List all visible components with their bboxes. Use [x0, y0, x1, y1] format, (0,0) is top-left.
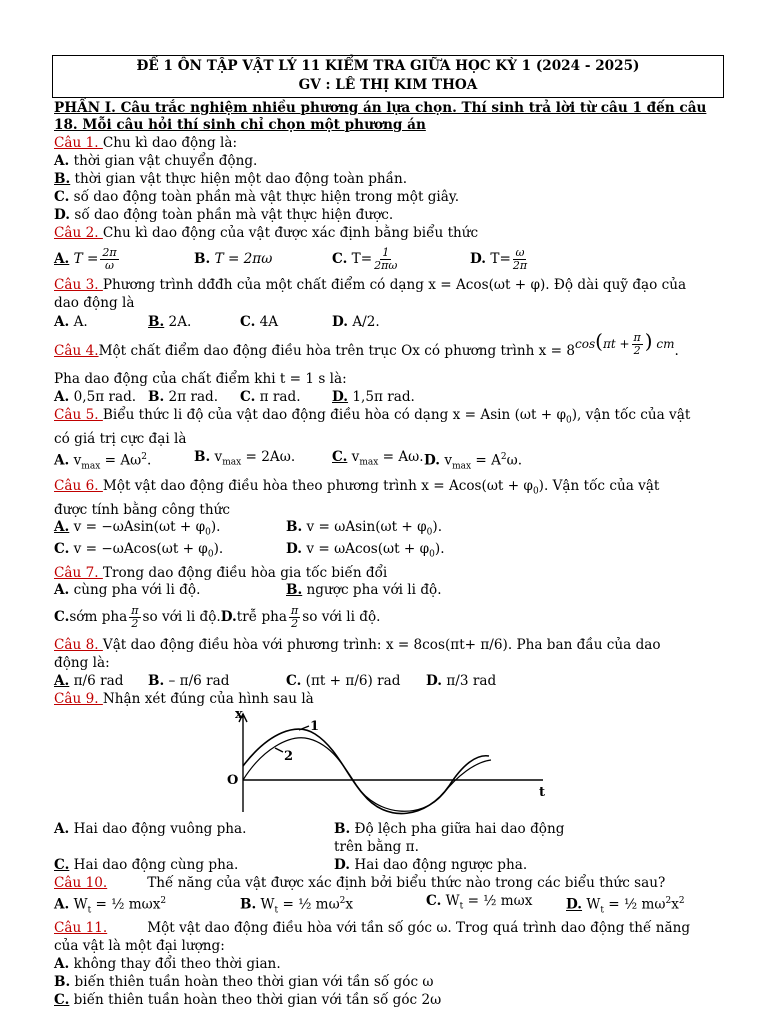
question-8: Câu 8. Vật dao động điều hòa với phương trình: x = 8cos(πt+ π/6). Pha ban đầu của dao động là: A. π/6 rad B. – π/6 rad C. (πt + π/6) rad D. π/3 rad — [54, 637, 661, 690]
exam-header — [52, 55, 724, 98]
curve-1-label: 1 — [310, 719, 320, 735]
x-label: x — [235, 708, 243, 723]
curve-2-label: 2 — [284, 749, 294, 765]
origin-label: O — [227, 773, 239, 789]
part1-heading: PHẦN I. Câu trắc nghiệm nhiều phương án lựa chọn. Thí sinh trả lời từ câu 1 đến câu 18. Mỗi câu hỏi thí sinh chỉ chọn một phương án — [54, 100, 707, 133]
fraction: $\frac{\omega}{2\pi}$ — [512, 245, 528, 272]
oscillation-graph-svg — [227, 708, 607, 820]
question-7: Câu 7. Trong dao động điều hòa gia tốc biến đổi A. cùng pha với li độ. B. ngược pha với li độ. C. sớm pha $\frac{\pi}{2}$ so với li độ. D. trễ pha $\frac{\pi}{2}$ so với li độ. — [54, 565, 442, 630]
question-4: Câu 4. Một chất điểm dao động điều hòa trên trục Ox có phương trình x = 8 cos(πt + $\frac{\pi}{2}$ ) cm . Pha dao động của chất điểm khi t = 1 s là: A. 0,5π rad. B. 2π rad. C. π rad. D. 1,5π rad. — [54, 328, 679, 405]
question-5: Câu 5. Biểu thức li độ của vật dao động điều hòa có dạng x = Asin $(\omega t + \varphi_0)$, vận tốc của vật có giá trị cực đại là A. $v_{max} = A\omega^2$. B. $v_{max} = 2A\omega$. C. $v_{max} = A\omega$. D. $v_{max} = A^2\omega$. — [54, 407, 691, 471]
question-2: Câu 2. Chu kì dao động của vật được xác định bằng biểu thức A. T = $\frac{2\pi}{\omega}$ B. T = 2πω C. T= $\frac{1}{2\pi\omega}$ D. T= $\frac{\omega}{2\pi}$ — [54, 225, 528, 272]
question-6: Câu 6. Một vật dao động điều hòa theo phương trình $x = Acos(\omega t + \varphi_0)$. Vận tốc của vật được tính bằng công thức A. $v = -\omega Asin(\omega t + \varphi_0)$. B. $v = \omega Asin(\omega t + \varphi_0)$. C. $v = -\omega Acos(\omega t + \varphi_0)$. D. $v = \omega Acos(\omega t + \varphi_0)$. — [54, 477, 660, 561]
question-10: Câu 10. Thế năng của vật được xác định bởi biểu thức nào trong các biểu thức sau? A. $W_t$ = ½ mωx$^2$ B. $W_t$ = ½ $m\omega^2x$ C. $W_t$ = ½ mωx D. $W_t$ = ½ $m\omega^2x^2$ — [54, 875, 685, 916]
fraction: $\frac{2\pi}{\omega}$ — [102, 245, 117, 272]
curve-2 — [243, 738, 491, 811]
fraction: $\frac{1}{2\pi\omega}$ — [374, 245, 398, 272]
question-1: Câu 1. Chu kì dao động là: A. thời gian vật chuyển động. B. thời gian vật thực hiện một dao động toàn phần. C. số dao động toàn phần mà vật thực hiện trong một giây. D. số dao động toàn phần mà vật thực hiện được. — [54, 135, 460, 223]
oscillation-graph — [227, 708, 724, 820]
question-11: Câu 11. Một vật dao động điều hòa với tần số góc ω. Trog quá trình dao động thế năng của vật là một đại lượng: A. không thay đổi theo thời gian. B. biến thiên tuần hoàn theo thời gian với tần số góc ω C. biến thiên tuần hoàn theo thời gian với tần số góc 2ω — [54, 920, 691, 1009]
phase-expression: cos(πt + $\frac{\pi}{2}$ ) cm — [575, 328, 675, 357]
header-teacher: GV : LÊ THỊ KIM THOA — [298, 77, 478, 93]
t-label: t — [539, 785, 546, 801]
header-title: ĐỀ 1 ÔN TẬP VẬT LÝ 11 KIỂM TRA GIỮA HỌC KỲ 1 (2024 - 2025) — [136, 58, 640, 74]
question-9: Câu 9. Nhận xét đúng của hình sau là x t O 1 2 A. Hai dao động vuông pha. B. Độ lệch pha giữa hai dao động trên bằng π. C. Hai dao động cùng pha. D. Hai dao động ngược pha. — [52, 690, 724, 874]
curve-1 — [243, 729, 489, 813]
question-number: Câu 1. — [54, 135, 103, 151]
question-3: Câu 3. Phương trình dđđh của một chất điểm có dạng x = Acos(ωt + φ). Độ dài quỹ đạo của dao động là A. A. B. 2A. C. 4A D. A/2. — [54, 277, 687, 330]
exam-page — [52, 55, 724, 1009]
